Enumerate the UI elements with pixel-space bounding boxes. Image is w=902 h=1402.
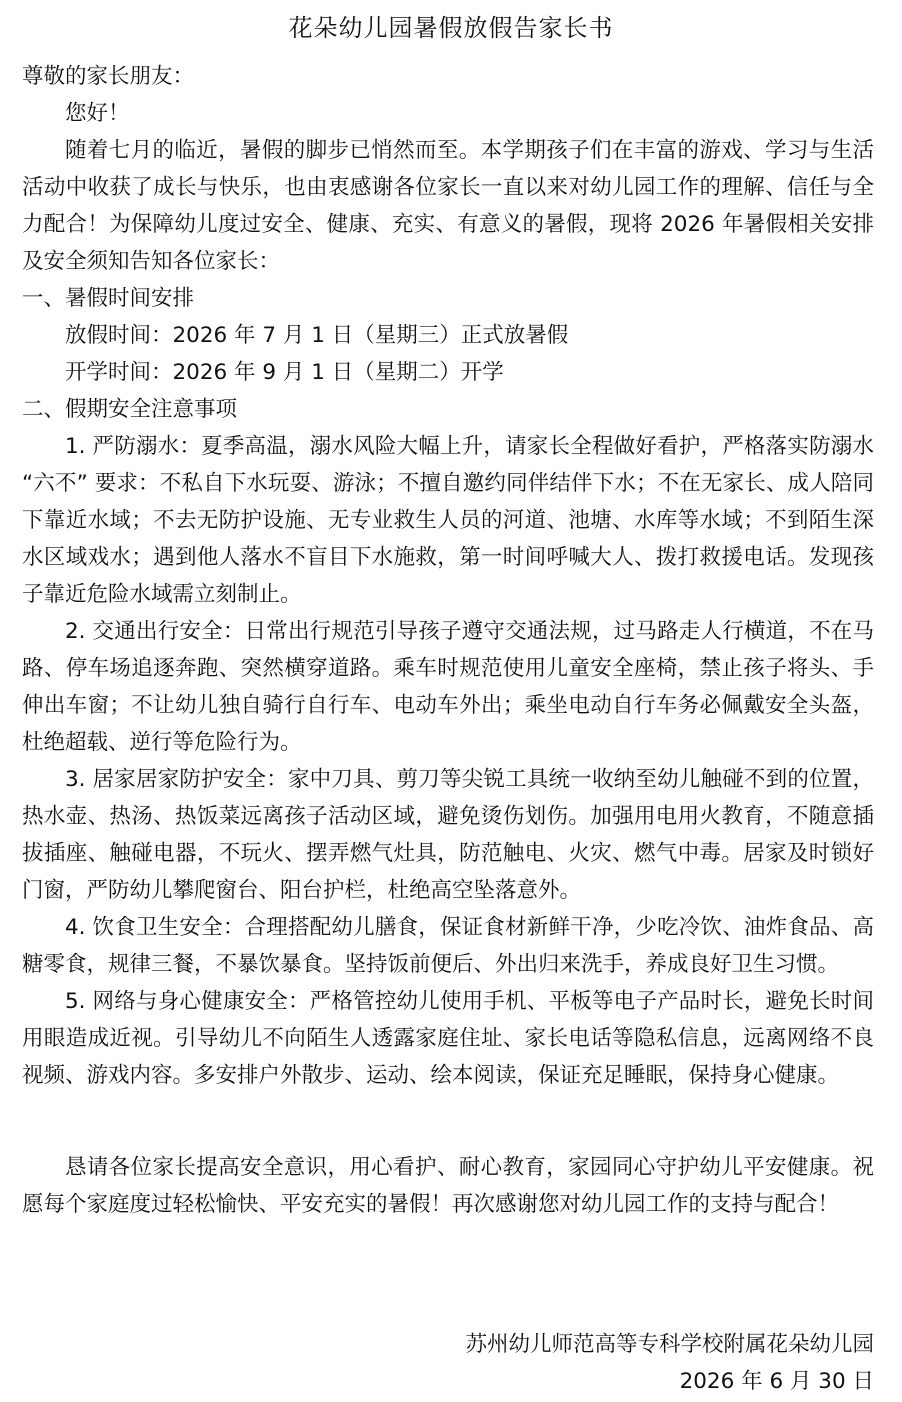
- greeting: 您好！: [65, 101, 130, 126]
- section-heading-safety: 二、假期安全注意事项: [22, 397, 238, 422]
- signature-date: 2026 年 6 月 30 日: [679, 1369, 874, 1394]
- school-start-line: 开学时间：2026 年 9 月 1 日（星期二）开学: [65, 360, 504, 385]
- spacer: [22, 1094, 874, 1149]
- holiday-start-line: 放假时间：2026 年 7 月 1 日（星期三）正式放暑假: [65, 323, 569, 348]
- safety-item-online: 5. 网络与身心健康安全：严格管控幼儿使用手机、平板等电子产品时长，避免长时间用眼造成近视。引导幼儿不向陌生人透露家庭住址、家长电话等隐私信息，远离网络不良视频、游戏内容。多安排户外散步、运动、绘本阅读，保证充足睡眠，保持身心健康。: [22, 989, 874, 1088]
- intro-paragraph: 随着七月的临近，暑假的脚步已悄然而至。本学期孩子们在丰富的游戏、学习与生活活动中收获了成长与快乐，也由衷感谢各位家长一直以来对幼儿园工作的理解、信任与全力配合！为保障幼儿度过安全、健康、充实、有意义的暑假，现将 2026 年暑假相关安排及安全须知告知各位家长：: [22, 138, 874, 274]
- signature-block: [465, 1326, 874, 1400]
- signature-organization: 苏州幼儿师范高等专科学校附属花朵幼儿园: [465, 1332, 874, 1357]
- letter-title: 花朵幼儿园暑假放假告家长书: [288, 14, 614, 42]
- safety-item-home: 3. 居家居家防护安全：家中刀具、剪刀等尖锐工具统一收纳至幼儿触碰不到的位置，热水壶、热汤、热饭菜远离孩子活动区域，避免烫伤划伤。加强用电用火教育，不随意插拔插座、触碰电器，不玩火、摆弄燃气灶具，防范触电、火灾、燃气中毒。居家及时锁好门窗，严防幼儿攀爬窗台、阳台护栏，杜绝高空坠落意外。: [22, 767, 874, 903]
- safety-item-traffic: 2. 交通出行安全：日常出行规范引导孩子遵守交通法规，过马路走人行横道，不在马路、停车场追逐奔跑、突然横穿道路。乘车时规范使用儿童安全座椅，禁止孩子将头、手伸出车窗；不让幼儿独自骑行自行车、电动车外出；乘坐电动自行车务必佩戴安全头盔，杜绝超载、逆行等危险行为。: [22, 619, 874, 755]
- safety-item-food: 4. 饮食卫生安全：合理搭配幼儿膳食，保证食材新鲜干净，少吃冷饮、油炸食品、高糖零食，规律三餐，不暴饮暴食。坚持饭前便后、外出归来洗手，养成良好卫生习惯。: [22, 915, 874, 977]
- letter-body: [22, 58, 874, 1223]
- safety-item-drowning: 1. 严防溺水：夏季高温，溺水风险大幅上升，请家长全程做好看护，严格落实防溺水 “六不” 要求：不私自下水玩耍、游泳；不擅自邀约同伴结伴下水；不在无家长、成人陪同下靠近水域；不去无防护设施、无专业救生人员的河道、池塘、水库等水域；不到陌生深水区域戏水；遇到他人落水不盲目下水施救，第一时间呼喊大人、拨打救援电话。发现孩子靠近危险水域需立刻制止。: [22, 434, 874, 607]
- salutation: 尊敬的家长朋友：: [22, 64, 195, 89]
- closing-paragraph: 恳请各位家长提高安全意识，用心看护、耐心教育，家园同心守护幼儿平安健康。祝愿每个家庭度过轻松愉快、平安充实的暑假！再次感谢您对幼儿园工作的支持与配合！: [22, 1155, 874, 1217]
- section-heading-schedule: 一、暑假时间安排: [22, 286, 195, 311]
